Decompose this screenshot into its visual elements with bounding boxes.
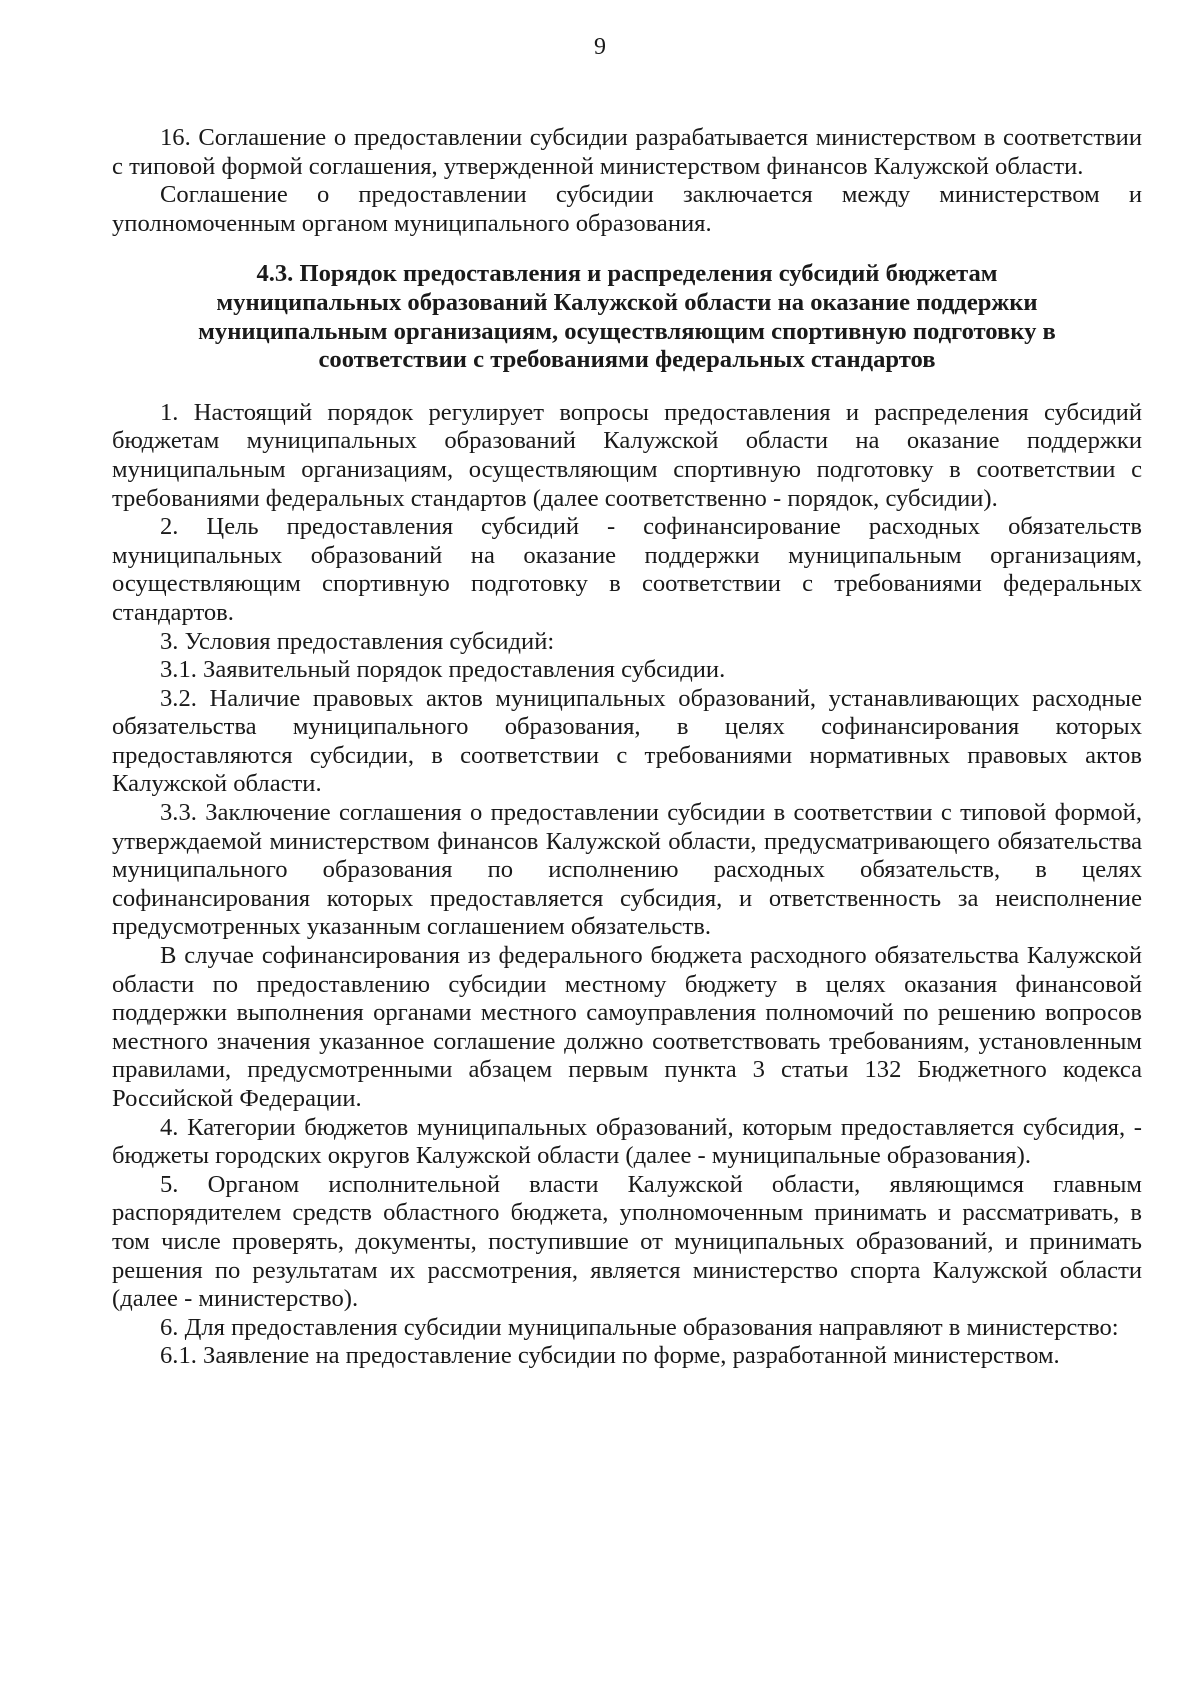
paragraph-agreement: Соглашение о предоставлении субсидии заключается между министерством и уполномоченным органом муниципального образования. xyxy=(112,181,1142,237)
heading-line: муниципальных образований Калужской области на оказание поддержки xyxy=(216,288,1038,316)
heading-line: 4.3. Порядок предоставления и распределения субсидий бюджетам xyxy=(256,260,998,288)
paragraph-1: 1. Настоящий порядок регулирует вопросы предоставления и распределения субсидий бюджетам муниципальных образований Калужской области на оказание поддержки муниципальным организациям, осуществляющим спортивную подготовку в соответствии с требованиями федеральных стандартов (далее соответственно - порядок, субсидии). xyxy=(112,398,1142,512)
document-body xyxy=(112,124,1142,1371)
paragraph-6: 6. Для предоставления субсидии муниципальные образования направляют в министерство: xyxy=(160,1313,1119,1341)
paragraph-3-3: 3.3. Заключение соглашения о предоставлении субсидии в соответствии с типовой формой, утверждаемой министерством финансов Калужской области, предусматривающего обязательства муниципального образования по исполнению расходных обязательств, в целях софинансирования которых предоставляется субсидия, и ответственность за неисполнение предусмотренных указанным соглашением обязательств. xyxy=(112,799,1142,941)
paragraph-4: 4. Категории бюджетов муниципальных образований, которым предоставляется субсидия, - бюджеты городских округов Калужской области (далее - муниципальные образования). xyxy=(112,1113,1142,1170)
paragraph-3: 3. Условия предоставления субсидий: xyxy=(160,627,555,655)
section-heading xyxy=(112,260,1142,374)
heading-line: соответствии с требованиями федеральных стандартов xyxy=(318,346,936,374)
paragraph-6-1: 6.1. Заявление на предоставление субсидии по форме, разработанной министерством. xyxy=(160,1342,1060,1370)
paragraph-federal-cofinancing: В случае софинансирования из федерального бюджета расходного обязательства Калужской области по предоставлению субсидии местному бюджету в целях оказания финансовой поддержки выполнения органами местного самоуправления полномочий по решению вопросов местного значения указанное соглашение должно соответствовать требованиям, установленным правилами, предусмотренными абзацем первым пункта 3 статьи 132 Бюджетного кодекса Российской Федерации. xyxy=(112,942,1142,1112)
paragraph-2: 2. Цель предоставления субсидий - софинансирование расходных обязательств муниципальных образований на оказание поддержки муниципальным организациям, осуществляющим спортивную подготовку в соответствии с требованиями федеральных стандартов. xyxy=(112,513,1142,626)
paragraph-5: 5. Органом исполнительной власти Калужской области, являющимся главным распорядителем средств областного бюджета, уполномоченным принимать и рассматривать, в том числе проверять, документы, поступившие от муниципальных образований, и принимать решения по результатам их рассмотрения, является министерство спорта Калужской области (далее - министерство). xyxy=(112,1170,1142,1313)
paragraph-3-1: 3.1. Заявительный порядок предоставления субсидии. xyxy=(160,656,726,684)
heading-line: муниципальным организациям, осуществляющим спортивную подготовку в xyxy=(198,317,1056,345)
paragraph-16: 16. Соглашение о предоставлении субсидии разрабатывается министерством в соответствии с типовой формой соглашения, утвержденной министерством финансов Калужской области. xyxy=(112,124,1142,180)
page-number: 9 xyxy=(594,34,606,60)
paragraph-3-2: 3.2. Наличие правовых актов муниципальных образований, устанавливающих расходные обязательства муниципального образования, в целях софинансирования которых предоставляются субсидии, в соответствии с требованиями нормативных правовых актов Калужской области. xyxy=(112,684,1142,798)
